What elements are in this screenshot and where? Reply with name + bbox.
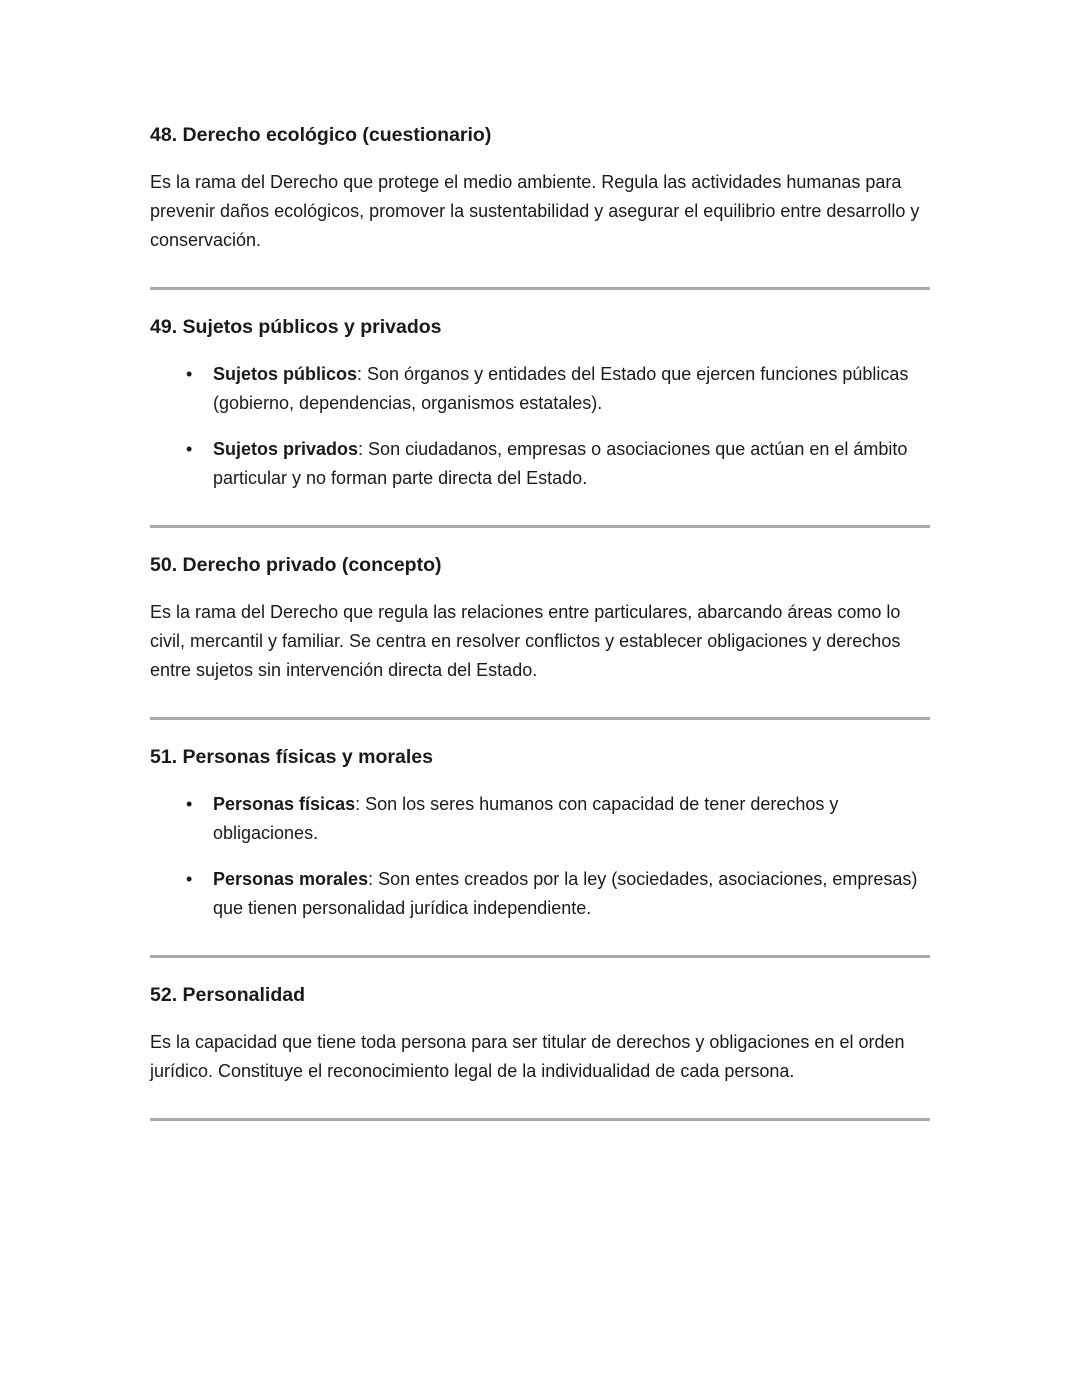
bullet-text: : Son entes creados por la ley (sociedades, asociaciones, empresas) que tienen personalidad jurídica independiente.: [213, 869, 918, 918]
bullet-text: : Son órganos y entidades del Estado que ejercen funciones públicas (gobierno, dependencias, organismos estatales).: [213, 364, 909, 413]
section-paragraph: Es la capacidad que tiene toda persona para ser titular de derechos y obligaciones en el orden jurídico. Constituye el reconocimiento legal de la individualidad de cada persona.: [150, 1032, 905, 1081]
bullet-term: Personas físicas: [213, 794, 356, 814]
bullet-text: : Son ciudadanos, empresas o asociaciones que actúan en el ámbito particular y no forman parte directa del Estado.: [213, 439, 908, 488]
bullet-dot-icon: •: [186, 364, 193, 384]
section-heading: 50. Derecho privado (concepto): [150, 554, 442, 576]
section-divider: [150, 717, 930, 720]
list-item: [150, 435, 930, 493]
bullet-list: [150, 360, 930, 493]
list-item: [150, 790, 930, 848]
list-item: [150, 865, 930, 923]
bullet-dot-icon: •: [186, 439, 193, 459]
section-heading: 52. Personalidad: [150, 984, 305, 1006]
section-divider: [150, 287, 930, 290]
bullet-dot-icon: •: [186, 869, 193, 889]
bullet-dot-icon: •: [186, 794, 193, 814]
section-heading: 49. Sujetos públicos y privados: [150, 316, 442, 338]
document-content: [150, 124, 930, 1147]
section-heading: 48. Derecho ecológico (cuestionario): [150, 124, 492, 146]
bullet-term: Sujetos públicos: [213, 364, 358, 384]
section-paragraph: Es la rama del Derecho que regula las relaciones entre particulares, abarcando áreas como lo civil, mercantil y familiar. Se centra en resolver conflictos y establecer obligaciones y derechos entre sujetos sin intervención directa del Estado.: [150, 602, 901, 680]
list-item: [150, 360, 930, 418]
bullet-term: Sujetos privados: [213, 439, 359, 459]
section-divider: [150, 955, 930, 958]
section-divider: [150, 525, 930, 528]
bullet-text: : Son los seres humanos con capacidad de tener derechos y obligaciones.: [213, 794, 839, 843]
bullet-term: Personas morales: [213, 869, 369, 889]
section-heading: 51. Personas físicas y morales: [150, 746, 433, 768]
section-divider: [150, 1118, 930, 1121]
bullet-list: [150, 790, 930, 923]
section-paragraph: Es la rama del Derecho que protege el medio ambiente. Regula las actividades humanas para prevenir daños ecológicos, promover la sustentabilidad y asegurar el equilibrio entre desarrollo y conservación.: [150, 172, 920, 250]
